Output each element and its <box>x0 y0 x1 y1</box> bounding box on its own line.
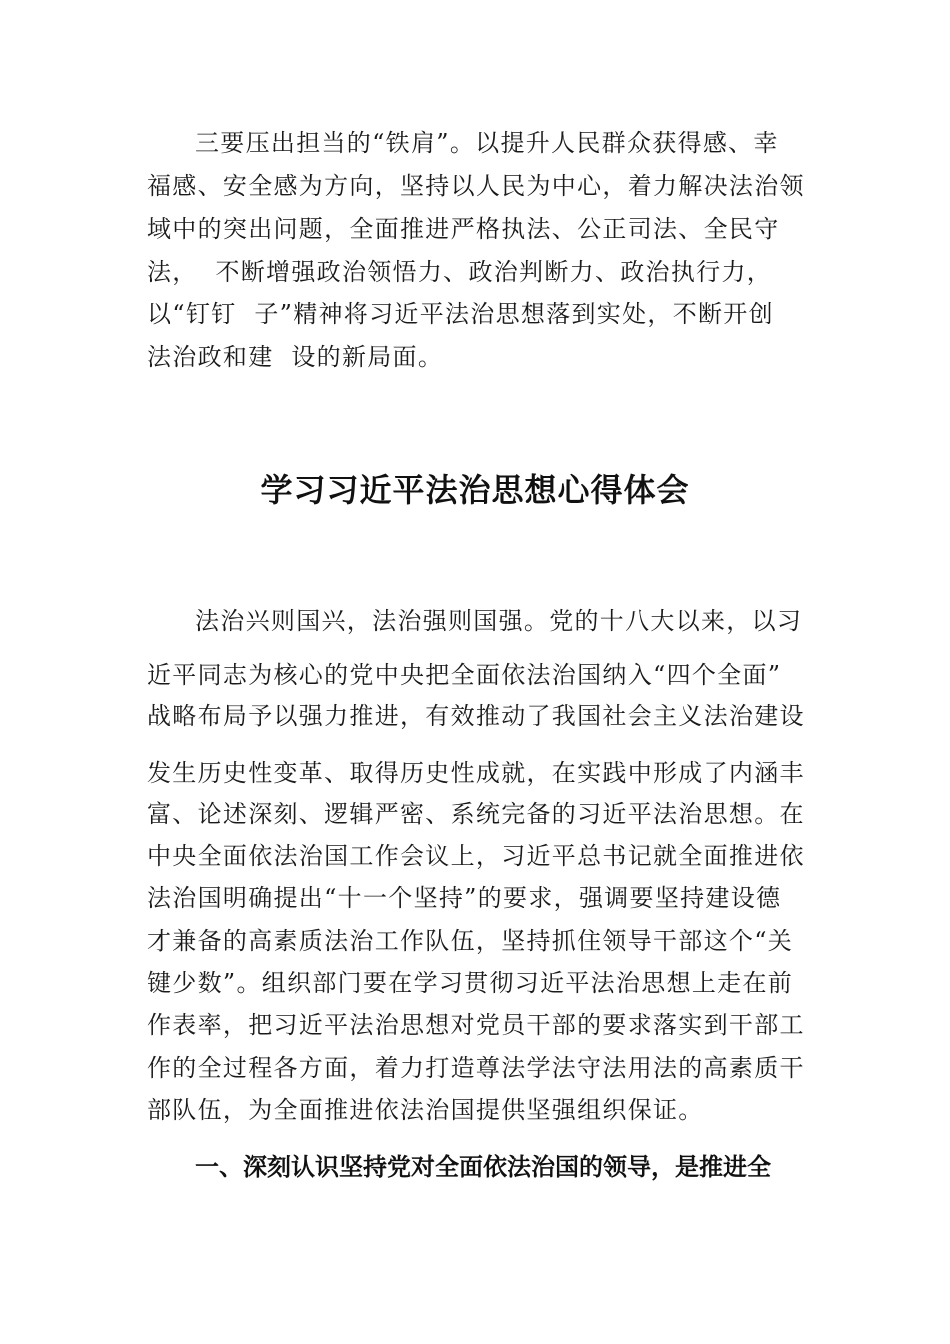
text-line: 域中的突出问题，全面推进严格执法、公正司法、全民守 <box>147 215 780 243</box>
text-line: 作表率，把习近平法治思想对党员干部的要求落实到干部工 <box>147 1011 805 1039</box>
text-line: 法， 不断增强政治领悟力、政治判断力、政治执行力， <box>147 258 773 286</box>
text-line: 发生历史性变革、取得历史性成就，在实践中形成了内涵丰 <box>147 759 805 787</box>
text-line: 部队伍，为全面推进依法治国提供坚强组织保证。 <box>147 1096 704 1124</box>
text-line: 战略布局予以强力推进，有效推动了我国社会主义法治建设 <box>147 702 805 730</box>
section-heading: 一、深刻认识坚持党对全面依法治国的领导，是推进全 <box>195 1153 771 1181</box>
text-line: 以“钉钉 子”精神将习近平法治思想落到实处，不断开创 <box>147 300 774 328</box>
text-line: 作的全过程各方面，着力打造尊法学法守法用法的高素质干 <box>147 1054 805 1082</box>
text-line: 福感、安全感为方向，坚持以人民为中心，着力解决法治领 <box>147 172 805 200</box>
text-line: 三要压出担当的“铁肩”。以提升人民群众获得感、幸 <box>195 129 779 157</box>
text-line: 才兼备的高素质法治工作队伍，坚持抓住领导干部这个“关 <box>147 927 794 955</box>
text-line: 法治兴则国兴，法治强则国强。党的十八大以来，以习 <box>195 607 803 635</box>
text-line: 富、论述深刻、逻辑严密、系统完备的习近平法治思想。在 <box>147 800 805 828</box>
text-line: 中央全面依法治国工作会议上，习近平总书记就全面推进依 <box>147 842 805 870</box>
text-line: 键少数”。组织部门要在学习贯彻习近平法治思想上走在前 <box>147 969 794 997</box>
text-line: 法治国明确提出“十一个坚持”的要求，强调要坚持建设德 <box>147 884 782 912</box>
text-line: 法治政和建 设的新局面。 <box>147 343 444 371</box>
text-line: 近平同志为核心的党中央把全面依法治国纳入“四个全面” <box>147 661 782 689</box>
article-title: 学习习近平法治思想心得体会 <box>260 471 690 509</box>
